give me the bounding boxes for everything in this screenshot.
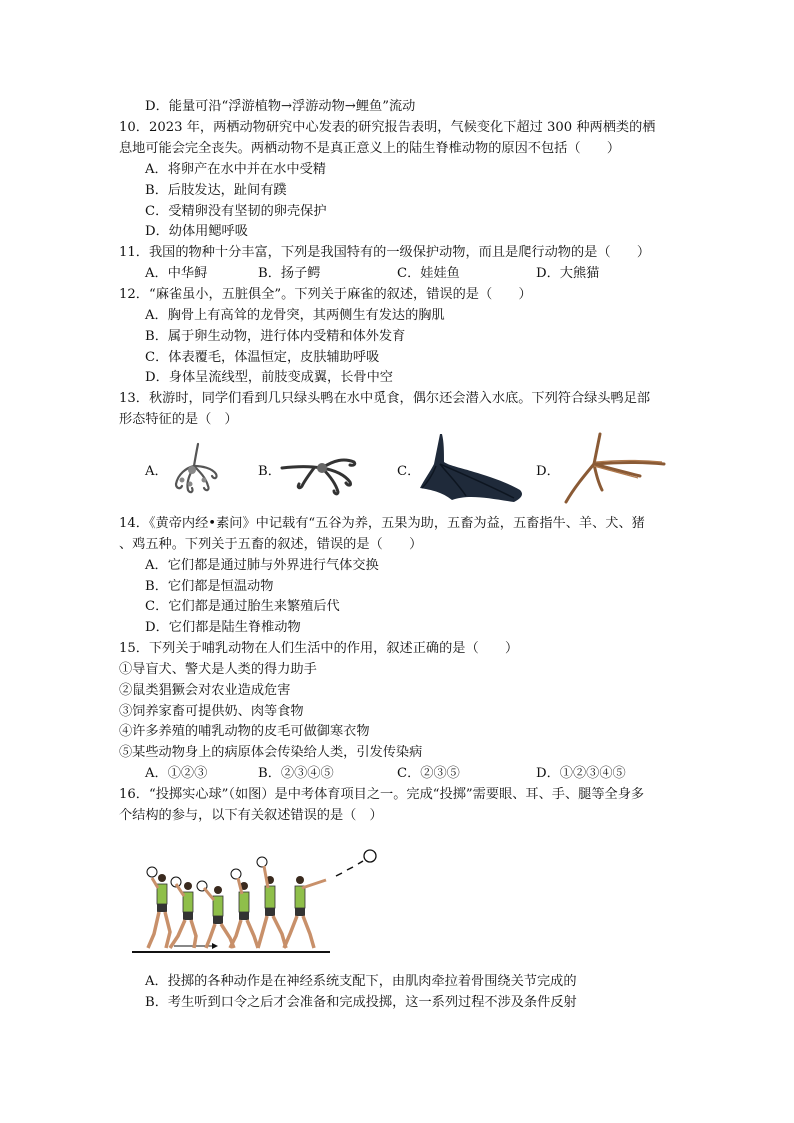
q15-option-c: C．②③⑤	[397, 766, 460, 781]
ball-throwing-sequence-figure	[130, 842, 390, 960]
q16-stem-line-1: 16．“投掷实心球”（如图）是中考体育项目之一。完成“投掷”需要眼、耳、手、腿等全身多	[119, 787, 645, 802]
q15-statement-2: ②鼠类猖獗会对农业造成危害	[119, 683, 291, 698]
q15-statement-3: ③饲养家畜可提供奶、肉等食物	[119, 704, 304, 719]
q14-option-a: A．它们都是通过肺与外界进行气体交换	[145, 558, 379, 573]
q12-option-a: A．胸骨上有高耸的龙骨突，其两侧生有发达的胸肌	[145, 308, 445, 323]
q13-stem-line-2: 形态特征的是（ ）	[119, 412, 238, 427]
q14-option-d: D．它们都是陆生脊椎动物	[145, 620, 301, 635]
q16-stem-line-2: 个结构的参与，以下有关叙述错误的是（ ）	[119, 808, 383, 823]
q10-stem-line-2: 息地可能会完全丧失。两栖动物不是真正意义上的陆生脊椎动物的原因不包括（ ）	[119, 141, 621, 156]
q9-option-d: D．能量可沿“浮游植物→浮游动物→鲤鱼”流动	[145, 99, 416, 114]
q13-label-b: B．	[258, 464, 281, 479]
q13-label-c: C．	[397, 464, 421, 479]
q15-options-row	[0, 764, 794, 784]
q12-option-c: C．体表覆毛，体温恒定，皮肤辅助呼吸	[145, 350, 380, 365]
q10-option-c: C．受精卵没有坚韧的卵壳保护	[145, 204, 327, 219]
q11-option-b: B．扬子鳄	[258, 266, 321, 281]
q13-label-d: D．	[536, 464, 560, 479]
q14-option-b: B．它们都是恒温动物	[145, 579, 274, 594]
wading-bird-foot-image	[560, 432, 672, 506]
q15-statement-1: ①导盲犬、警犬是人类的得力助手	[119, 662, 317, 677]
q12-option-d: D．身体呈流线型，前肢变成翼，长骨中空	[145, 370, 393, 385]
q11-option-d: D．大熊猫	[536, 266, 600, 281]
q15-statement-5: ⑤某些动物身上的病原体会传染给人类，引发传染病	[119, 745, 423, 760]
q13-label-a: A．	[145, 464, 168, 479]
q15-stem: 15．下列关于哺乳动物在人们生活中的作用，叙述正确的是（ ）	[119, 641, 519, 656]
q10-option-d: D．幼体用鳃呼吸	[145, 224, 248, 239]
q14-stem-line-2: 、鸡五种。下列关于五畜的叙述，错误的是（ ）	[119, 537, 423, 552]
q16-option-a: A．投掷的各种动作是在神经系统支配下，由肌肉牵拉着骨围绕关节完成的	[145, 974, 577, 989]
q11-option-c: C．娃娃鱼	[397, 266, 460, 281]
q15-option-a: A．①②③	[145, 766, 208, 781]
q12-option-b: B．属于卵生动物，进行体内受精和体外发育	[145, 329, 406, 344]
webbed-duck-foot-image	[418, 432, 526, 508]
q14-option-c: C．它们都是通过胎生来繁殖后代	[145, 599, 340, 614]
raptor-talon-image	[278, 446, 358, 496]
q15-option-b: B．②③④⑤	[258, 766, 334, 781]
q11-options-row	[0, 264, 794, 284]
q15-statement-4: ④许多养殖的哺乳动物的皮毛可做御寒衣物	[119, 724, 370, 739]
q10-stem-line-1: 10．2023 年，两栖动物研究中心发表的研究报告表明，气候变化下超过 300 种两栖类的栖	[119, 120, 656, 135]
q15-option-d: D．①②③④⑤	[536, 766, 626, 781]
q14-stem-line-1: 14．《黄帝内经•素问》中记载有“五谷为养，五果为助，五畜为益，五畜指牛、羊、犬、猪	[119, 516, 645, 531]
grasping-foot-image	[168, 440, 224, 496]
q10-option-a: A．将卵产在水中并在水中受精	[145, 162, 326, 177]
q11-option-a: A．中华鲟	[145, 266, 208, 281]
q13-stem-line-1: 13．秋游时，同学们看到几只绿头鸭在水中觅食，偶尔还会潜入水底。下列符合绿头鸭足部	[119, 391, 651, 406]
q16-option-b: B．考生听到口令之后才会准备和完成投掷，这一系列过程不涉及条件反射	[145, 995, 577, 1010]
q10-option-b: B．后肢发达，趾间有蹼	[145, 183, 287, 198]
q12-stem: 12．“麻雀虽小，五脏俱全”。下列关于麻雀的叙述，错误的是（ ）	[119, 287, 532, 302]
q11-stem: 11．我国的物种十分丰富，下列是我国特有的一级保护动物，而且是爬行动物的是（ ）	[119, 245, 651, 260]
